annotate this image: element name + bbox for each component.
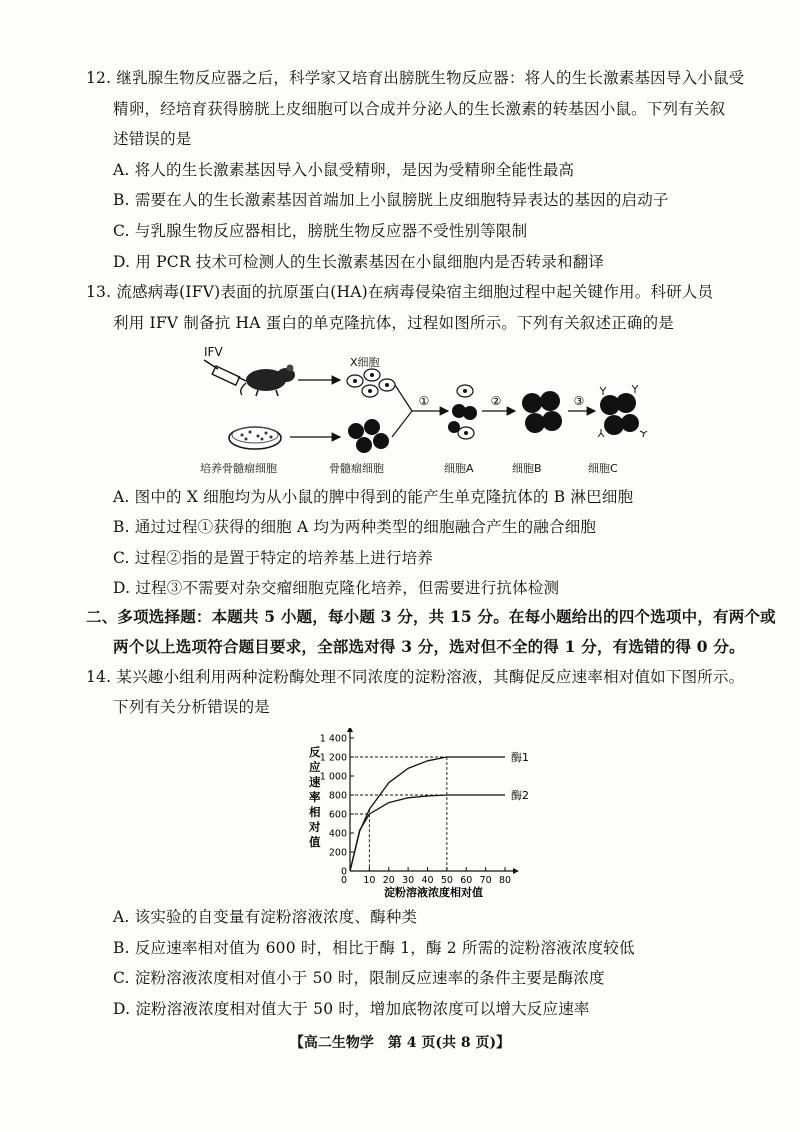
- x-tick-label: 10: [363, 875, 376, 886]
- x-tick-label: 70: [479, 875, 492, 886]
- y-tick-label: 1 400: [319, 733, 347, 745]
- q14-option-b: B. 反应速率相对值为 600 时，相比于酶 1，酶 2 所需的淀粉溶液浓度较低: [113, 939, 635, 957]
- syringe-icon: [204, 360, 246, 385]
- myeloma-label: 骨髓瘤细胞: [329, 462, 384, 475]
- step-3-label: ③: [573, 394, 585, 408]
- q13-option-a: A. 图中的 X 细胞均为从小鼠的脾中得到的能产生单克隆抗体的 B 淋巴细胞: [113, 488, 634, 506]
- q12-stem-line-2: 精卵，经培育获得膀胱上皮细胞可以合成并分泌人的生长激素的转基因小鼠。下列有关叙: [113, 100, 726, 118]
- y-axis-label: 反应速率相对值: [309, 745, 321, 849]
- x-tick-label: 60: [460, 875, 473, 886]
- hybridoma-diagram: [180, 335, 650, 480]
- q12-option-d: D. 用 PCR 技术可检测人的生长激素基因在小鼠细胞内是否转录和翻译: [113, 253, 605, 271]
- y-axis-arrow: [347, 728, 353, 732]
- x-tick-label: 20: [382, 875, 395, 886]
- q13-option-b: B. 通过过程①获得的细胞 A 均为两种类型的细胞融合产生的融合细胞: [113, 518, 597, 536]
- x-tick-label: 50: [440, 875, 453, 886]
- mouse-icon: [241, 365, 295, 397]
- cell-b-label: 细胞B: [512, 462, 542, 475]
- q12-option-b: B. 需要在人的生长激素基因首端加上小鼠膀胱上皮细胞特异表达的基因的启动子: [113, 191, 669, 209]
- x-tick-label: 80: [498, 875, 512, 886]
- q12-stem-line-3: 述错误的是: [113, 130, 192, 148]
- q13-stem-line-2: 利用 IFV 制备抗 HA 蛋白的单克隆抗体，过程如图所示。下列有关叙述正确的是: [113, 314, 674, 332]
- q12-option-c: C. 与乳腺生物反应器相比，膀胱生物反应器不受性别等限制: [113, 222, 528, 240]
- y-tick-label: 400: [328, 828, 347, 840]
- q14-stem-line-2: 下列有关分析错误的是: [113, 698, 271, 716]
- cells-a: [448, 385, 477, 439]
- x-axis-arrow: [513, 868, 519, 874]
- step-2-label: ②: [490, 394, 502, 408]
- ifv-label: IFV: [204, 345, 223, 359]
- x-axis-label: 淀粉溶液浓度相对值: [384, 886, 483, 899]
- q14-stem-line-1: 14. 某兴趣小组利用两种淀粉酶处理不同浓度的淀粉溶液，其酶促反应速率相对值如下图所示。: [86, 668, 745, 686]
- x-cells: [347, 369, 395, 397]
- q14-option-a: A. 该实验的自变量有淀粉溶液浓度、酶种类: [113, 908, 418, 926]
- petri-dish-icon: [229, 427, 281, 449]
- y-tick-label: 1 000: [319, 771, 347, 783]
- q12-option-a: A. 将人的生长激素基因导入小鼠受精卵，是因为受精卵全能性最高: [113, 161, 575, 179]
- y-tick-label: 600: [328, 809, 347, 821]
- cell-a-label: 细胞A: [444, 462, 474, 475]
- enzyme-rate-chart: [295, 728, 535, 900]
- series-label-enzyme-2: 酶2: [511, 789, 529, 802]
- step-1-label: ①: [418, 394, 430, 408]
- q13-option-c: C. 过程②指的是置于特定的培养基上进行培养: [113, 549, 434, 567]
- x-cell-label: X细胞: [350, 356, 380, 369]
- cell-c-label: 细胞C: [588, 462, 618, 475]
- series-line-enzyme-1: [350, 757, 505, 871]
- y-tick-label: 200: [328, 847, 347, 859]
- myeloma-cells: [348, 419, 389, 453]
- q14-option-d: D. 淀粉溶液浓度相对值大于 50 时，增加底物浓度可以增大反应速率: [113, 1000, 590, 1018]
- section-2-header-line-2: 两个以上选项符合题目要求，全部选对得 3 分，选对但不全的得 1 分，有选错的得 0 分。: [113, 637, 745, 656]
- series-label-enzyme-1: 酶1: [511, 751, 529, 764]
- y-tick-label: 1 200: [319, 752, 347, 764]
- series-line-enzyme-2: [350, 795, 505, 871]
- cells-b: [522, 391, 562, 433]
- q12-stem-line-1: 12. 继乳腺生物反应器之后，科学家又培育出膀胱生物反应器：将人的生长激素基因导入小鼠受: [86, 69, 745, 87]
- q13-option-d: D. 过程③不需要对杂交瘤细胞克隆化培养，但需要进行抗体检测: [113, 579, 560, 597]
- y-tick-label: 800: [328, 790, 347, 802]
- q13-stem-line-1: 13. 流感病毒(IFV)表面的抗原蛋白(HA)在病毒侵染宿主细胞过程中起关键作用。科研人员: [86, 283, 714, 301]
- x-tick-label: 30: [402, 875, 415, 886]
- q14-option-c: C. 淀粉溶液浓度相对值小于 50 时，限制反应速率的条件主要是酶浓度: [113, 969, 605, 987]
- x-origin-label: 0: [340, 875, 347, 886]
- culture-myeloma-label: 培养骨髓瘤细胞: [200, 462, 277, 475]
- x-tick-label: 40: [421, 875, 434, 886]
- y-tick-label: 0: [340, 866, 347, 878]
- cells-c: [598, 385, 647, 437]
- section-2-header-line-1: 二、多项选择题：本题共 5 小题，每小题 3 分，共 15 分。在每小题给出的四个选项中，有两个或: [86, 607, 776, 626]
- page-footer: 【高二生物学 第 4 页(共 8 页)】: [289, 1035, 511, 1051]
